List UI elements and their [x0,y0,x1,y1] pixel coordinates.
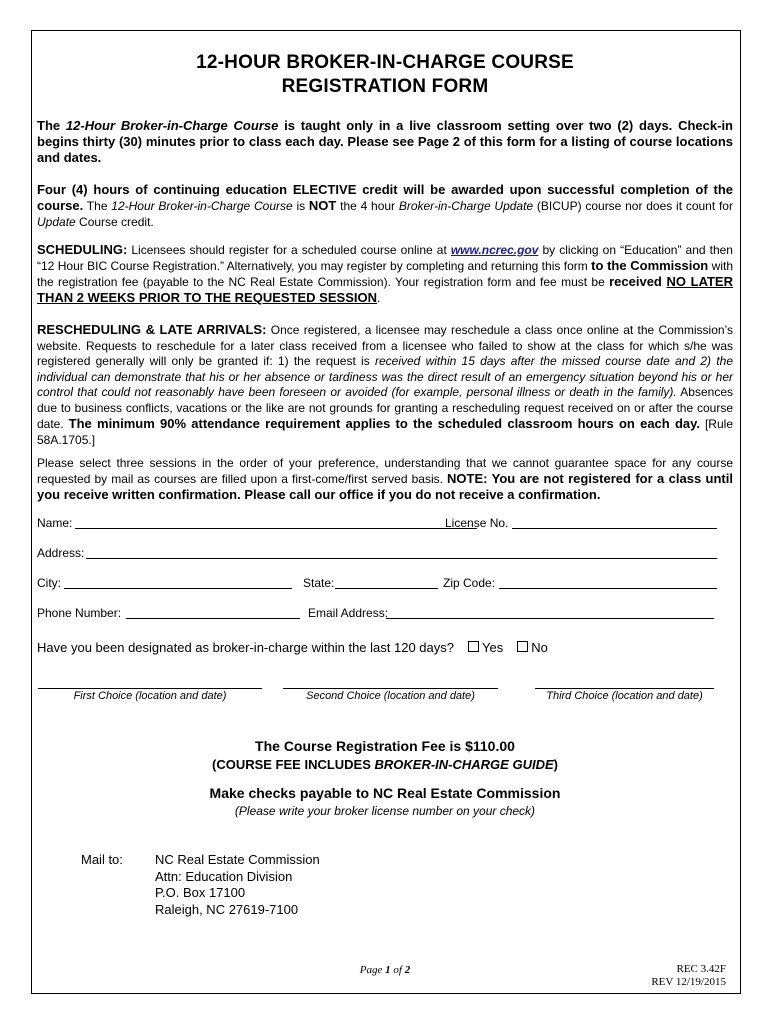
zip-label: Zip Code: [443,576,496,590]
zip-code-field[interactable] [499,588,717,589]
ce-credit-paragraph: Four (4) hours of continuing education ELECTIVE credit will be awarded upon successful completion of the course. The 12-Hour Broker-in-Charge Course is NOT the 4 hour Broker-in-Charge Update (BICUP) course nor does it count for Update Course credit. [37,182,733,229]
third-choice-label: Third Choice (location and date) [546,690,703,702]
license-number-field[interactable] [512,528,717,529]
rescheduling-paragraph: RESCHEDULING & LATE ARRIVALS: Once registered, a licensee may reschedule a class once online at the Commission’s website. Requests to reschedule for a later class received from a licensee who failed to show at the class for which s/he was registered generally will only be granted if: 1) the request is received within 15 days after the missed course date and 2) the individual can demonstrate that his or her absence or tardiness was the direct result of an emergency situation beyond his or her control that could not reasonably have been foreseen or avoided (for example, personal illness or death in the family). Absences due to business conflicts, vacations or the like are not grounds for granting a rescheduling request received on or after the course date. The minimum 90% attendance requirement applies to the scheduled classroom hours on each day. [Rule 58A.1705.] [37,322,733,447]
phone-number-field[interactable] [126,618,300,619]
mail-line-2: Attn: Education Division [155,868,293,884]
state-label: State: [303,576,335,590]
address-row [37,546,733,564]
first-choice-label: First Choice (location and date) [73,690,227,702]
checks-payable-to: Make checks payable to NC Real Estate Commission [209,785,561,801]
second-choice-label: Second Choice (location and date) [306,690,475,702]
session-preference-paragraph: Please select three sessions in the order of your preference, understanding that we cannot guarantee space for any course requested by mail as courses are filled upon a first-come/first served basis. NOTE: You are not registered for a class until you receive written confirmation. Please call our office if you do not receive a confirmation. [37,456,733,502]
city-label: City: [37,576,61,590]
name-label: Name: [37,516,73,530]
email-label: Email Address: [308,606,389,620]
license-on-check-note: (Please write your broker license number on your check) [234,804,536,818]
bic-designation-question [37,640,548,655]
yes-label: Yes [481,640,504,655]
second-choice-field[interactable] [283,688,498,689]
registration-fee: The Course Registration Fee is $110.00 [255,738,515,754]
form-title-line2: REGISTRATION FORM [281,76,489,97]
name-license-row [37,516,733,534]
fee-includes-note: (COURSE FEE INCLUDES BROKER-IN-CHARGE GUIDE) [212,757,558,772]
bic-question-text: Have you been designated as broker-in-charge within the last 120 days? [37,640,454,655]
yes-checkbox[interactable] [468,641,479,652]
city-state-zip-row [37,576,733,594]
mail-line-3: P.O. Box 17100 [155,885,246,900]
mail-line-1: NC Real Estate Commission [155,852,320,867]
third-choice-field[interactable] [535,688,714,689]
form-revision [651,963,726,989]
page-number: Page 1 of 2 [359,964,411,976]
state-field[interactable] [335,588,438,589]
address-field[interactable] [86,558,717,559]
revision-date: REV 12/19/2015 [651,976,726,988]
page-border [31,30,741,994]
mail-to-label: Mail to: [81,852,123,867]
phone-email-row [37,606,733,624]
no-checkbox[interactable] [517,641,528,652]
phone-label: Phone Number: [37,606,122,620]
form-title-line1: 12-HOUR BROKER-IN-CHARGE COURSE [196,52,574,73]
address-label: Address: [37,546,85,560]
first-choice-field[interactable] [38,688,262,689]
intro-paragraph: The 12-Hour Broker-in-Charge Course is taught only in a live classroom setting over two (2) days. Check-in begins thirty (30) minutes prior to class each day. Please see Page 2 of this form for a listing of course locations and dates. [37,118,733,165]
city-field[interactable] [64,588,292,589]
ncrec-link[interactable]: www.ncrec.gov [450,243,539,257]
email-address-field[interactable] [386,618,714,619]
scheduling-paragraph: SCHEDULING: Licensees should register for a scheduled course online at www.ncrec.gov by clicking on “Education” and then “12 Hour BIC Course Registration.” Alternatively, you may register by completing and returning this form to the Commission with the registration fee (payable to the NC Real Estate Commission). Your registration form and fee must be received NO LATER THAN 2 WEEKS PRIOR TO THE REQUESTED SESSION. [37,242,733,305]
name-field[interactable] [75,528,477,529]
no-label: No [531,640,548,655]
mailing-address [155,852,320,918]
mail-line-4: Raleigh, NC 27619-7100 [155,901,299,917]
form-id: REC 3.42F [676,963,726,975]
license-label: License No. [445,516,509,530]
